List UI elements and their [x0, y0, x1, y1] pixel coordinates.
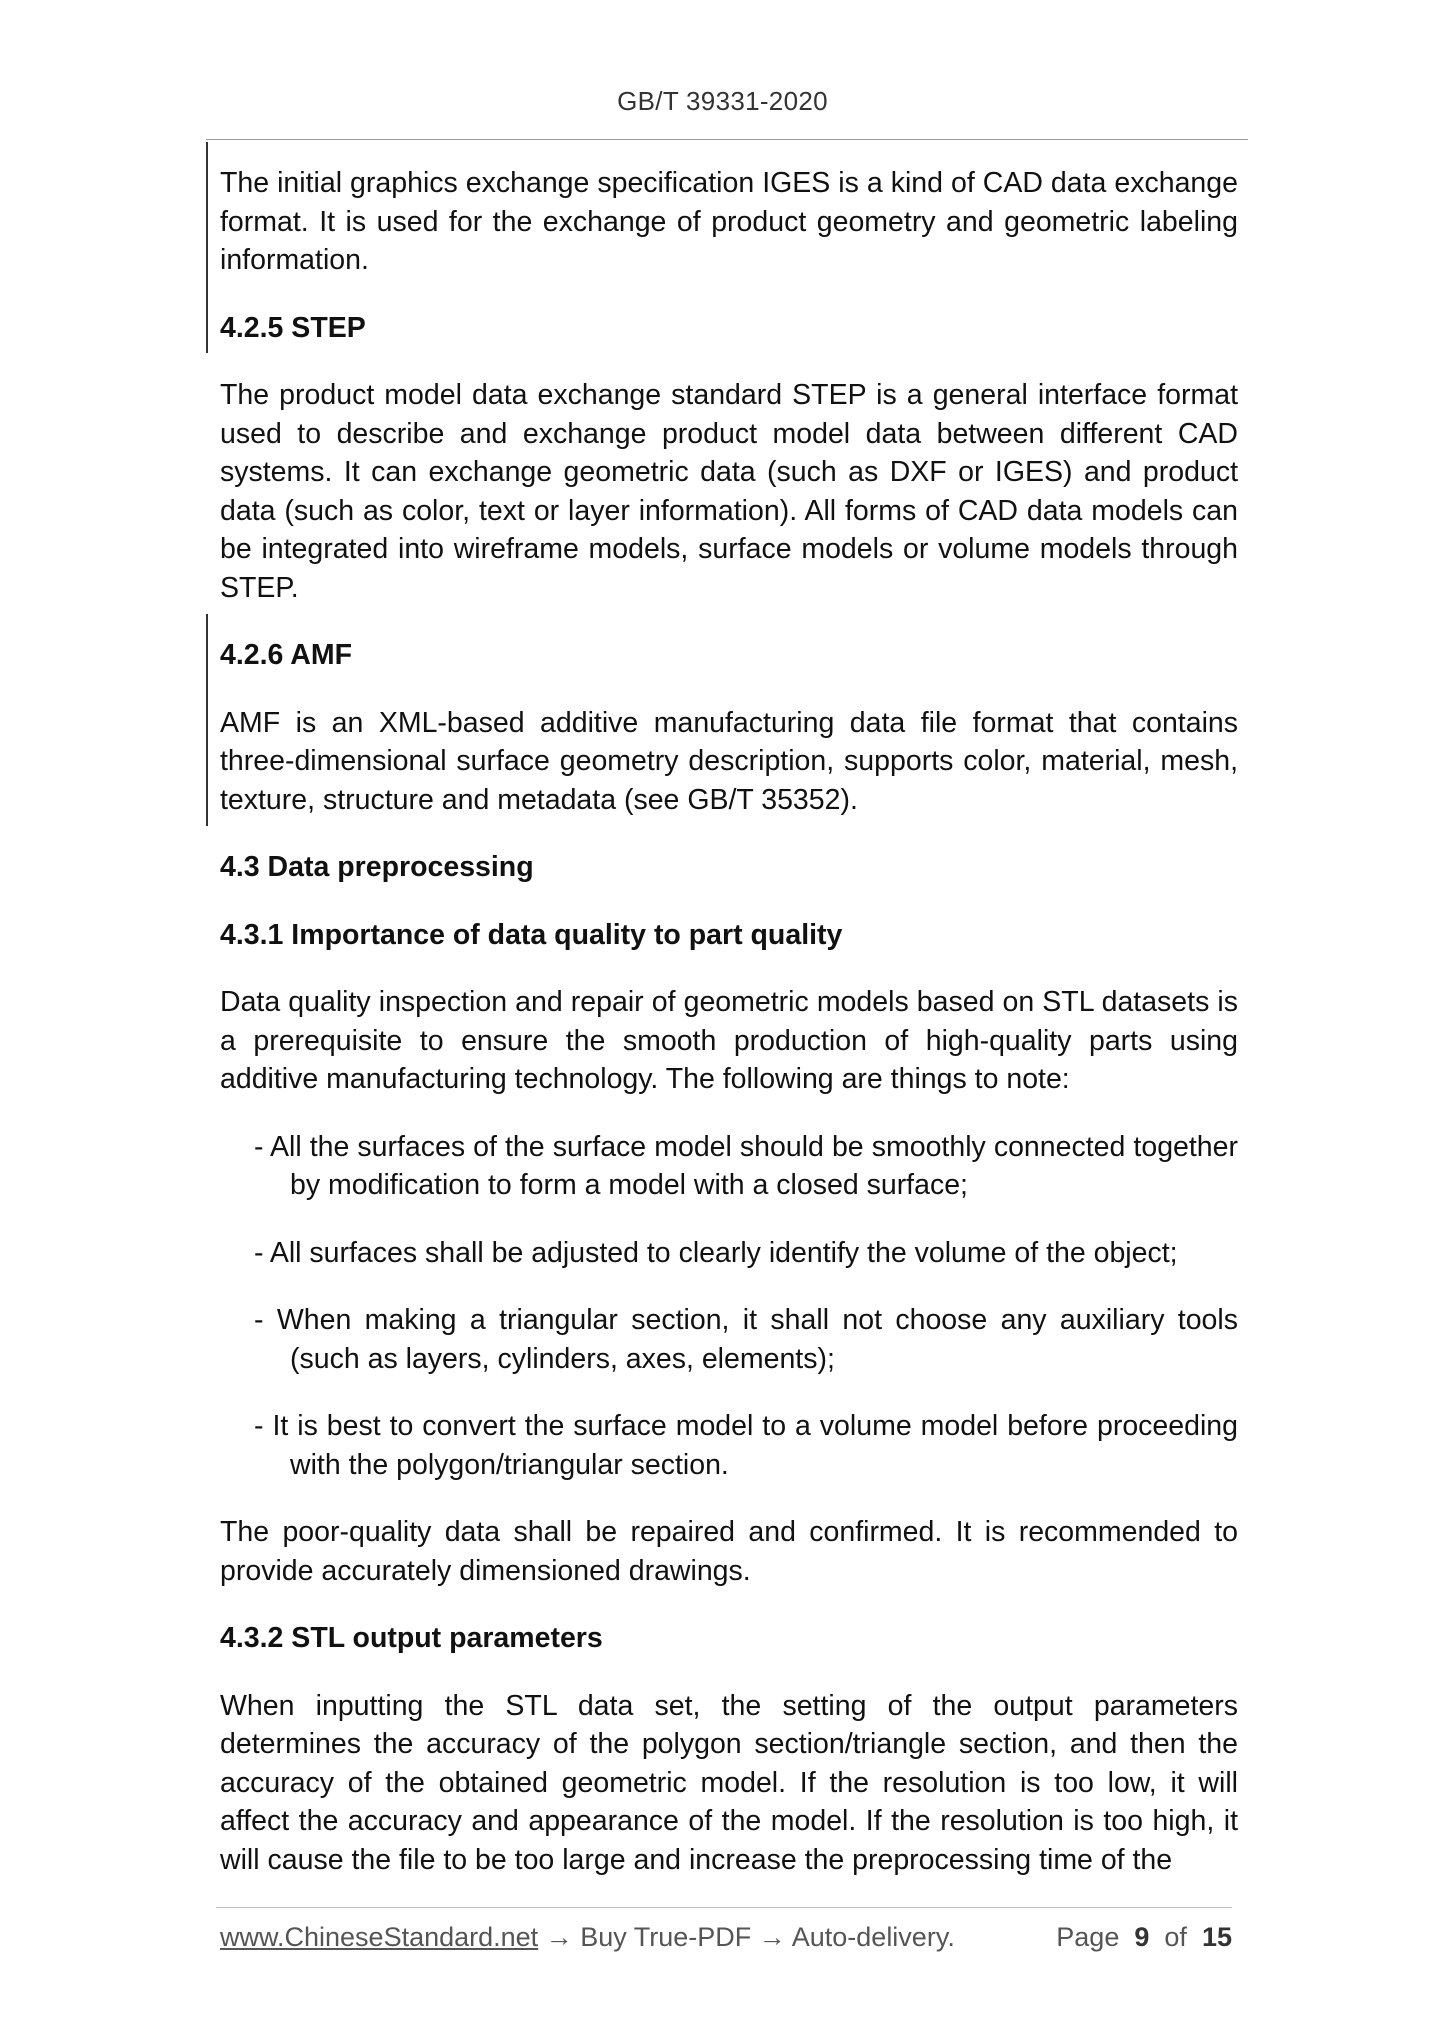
amf-heading: 4.2.6 AMF [220, 639, 352, 671]
page-content [220, 164, 1238, 1879]
amf-paragraph: AMF is an XML-based additive manufacturing data file format that contains three-dimensional surface geometry description, supports color, material, mesh, texture, structure and metadata (see GB/T 35352). [220, 706, 1238, 816]
list-item: - All surfaces shall be adjusted to clearly identify the volume of the object; [254, 1236, 1178, 1269]
change-bar-amf [206, 614, 208, 826]
list-item: - It is best to convert the surface model to a volume model before proceeding with the polygon/triangular section. [254, 1410, 1238, 1481]
current-page-number: 9 [1134, 1922, 1150, 1952]
data-quality-heading: 4.3.1 Importance of data quality to part quality [220, 918, 843, 951]
notes-list [220, 1128, 1238, 1485]
data-preprocessing-heading: 4.3 Data preprocessing [220, 851, 534, 883]
page-label: Page [1056, 1922, 1120, 1952]
repair-paragraph: The poor-quality data shall be repaired and confirmed. It is recommended to provide accurately dimensioned drawings. [220, 1516, 1238, 1587]
of-label: of [1164, 1922, 1187, 1952]
change-bar-top [206, 142, 208, 353]
stl-output-paragraph: When inputting the STL data set, the setting of the output parameters determines the accuracy of the polygon section/triangle section, and then the accuracy of the obtained geometric model. If the resolution is too low, it will affect the accuracy and appearance of the model. If the resolution is too high, it will cause the file to be too large and increase the preprocessing time of the [220, 1689, 1238, 1876]
list-item: - When making a triangular section, it shall not choose any auxiliary tools (such as layers, cylinders, axes, elements); [254, 1304, 1238, 1375]
total-page-count: 15 [1201, 1922, 1232, 1952]
data-quality-paragraph: Data quality inspection and repair of geometric models based on STL datasets is a prerequisite to ensure the smooth production of high-quality parts using additive manufacturing technology. The following are things to note: [220, 986, 1238, 1095]
footer-promo-text: → Buy True-PDF → Auto-delivery. [538, 1922, 955, 1952]
iges-paragraph: The initial graphics exchange specification IGES is a kind of CAD data exchange format. It is used for the exchange of product geometry and geometric labeling information. [220, 167, 1238, 276]
header-divider [206, 139, 1248, 140]
stl-output-heading: 4.3.2 STL output parameters [220, 1622, 603, 1654]
step-heading: 4.2.5 STEP [220, 311, 366, 344]
footer-promo [220, 1922, 955, 1953]
document-id-header: GB/T 39331-2020 [617, 86, 828, 116]
list-item: - All the surfaces of the surface model should be smoothly connected together by modification to form a model with a closed surface; [254, 1130, 1238, 1201]
footer-divider [216, 1907, 1232, 1908]
step-paragraph: The product model data exchange standard STEP is a general interface format used to describe and exchange product model data between different CAD systems. It can exchange geometric data (such as DXF or IGES) and product data (such as color, text or layer information). All forms of CAD data models can be integrated into wireframe models, surface models or volume models through STEP. [220, 379, 1238, 604]
chinese-standard-link[interactable]: www.ChineseStandard.net [220, 1922, 539, 1952]
page-indicator [1056, 1922, 1232, 1953]
